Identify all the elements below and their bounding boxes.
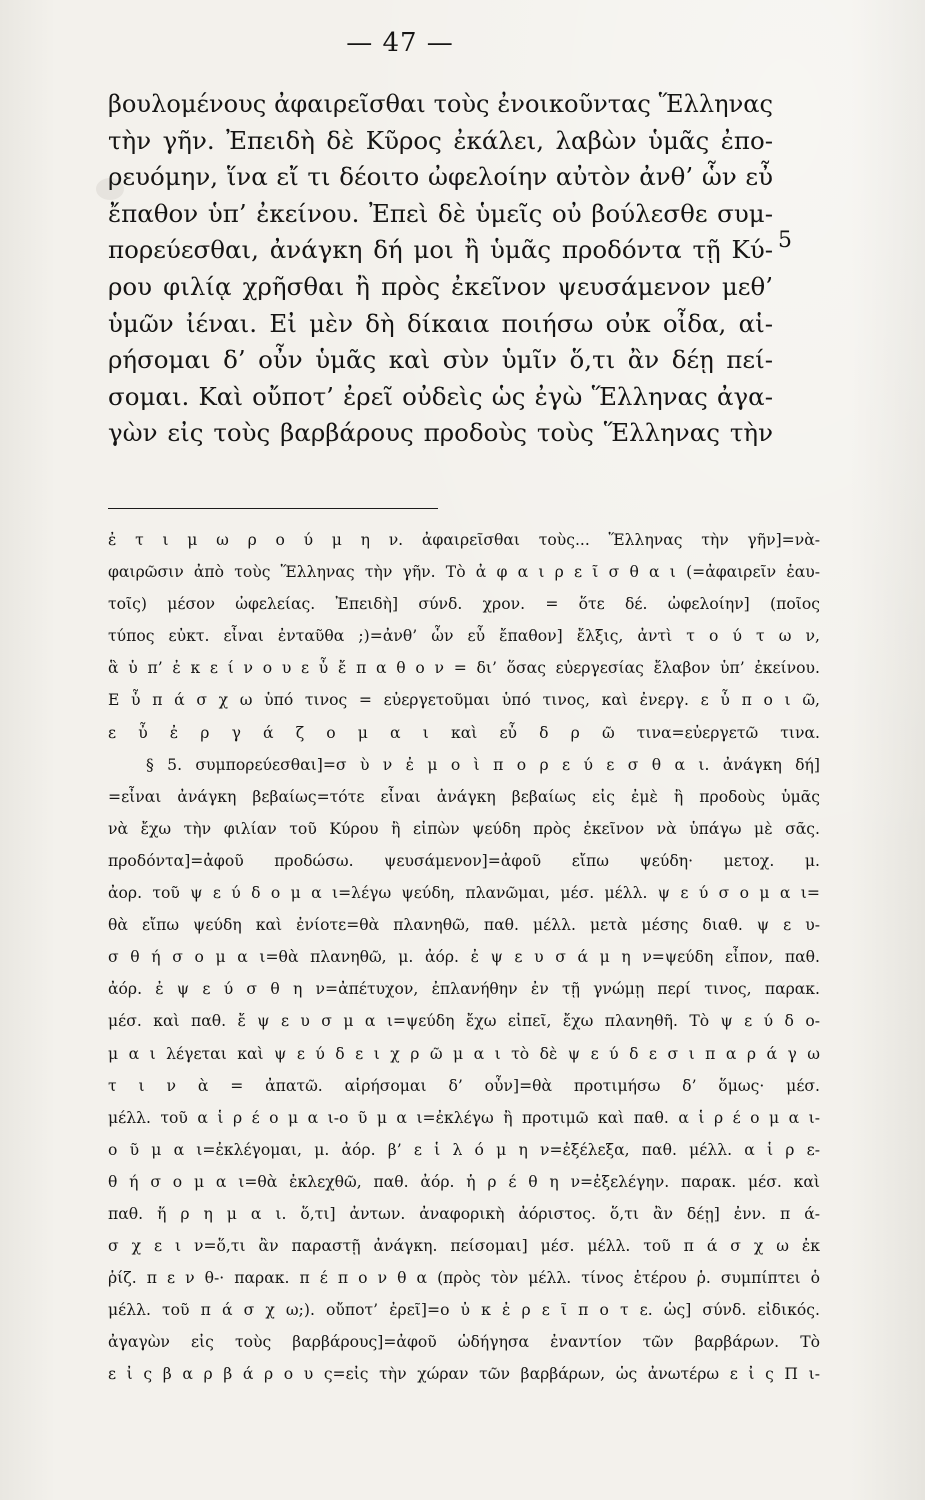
main-text-line: ρήσομαι δ’ οὖν ὑμᾶς καὶ σὺν ὑμῖν ὅ,τι ἂν δέῃ πεί- <box>108 345 773 375</box>
main-text-block <box>108 86 773 452</box>
main-text-line: γὼν εἰς τοὺς βαρβάρους προδοὺς τοὺς Ἕλληνας τὴν <box>108 418 773 448</box>
note-line: ἀγαγὼν εἰς τοὺς βαρβάρους]=ἀφοῦ ὡδήγησα ἐναντίον τῶν βαρβάρων. Τὸ <box>108 1333 820 1352</box>
main-text-line: τὴν γῆν. Ἐπειδὴ δὲ Κῦρος ἐκάλει, λαβὼν ὑμᾶς ἐπο- <box>108 125 773 155</box>
note-line: ο ῦ μ α ι=ἐκλέγομαι, μ. ἀόρ. β’ ε ἱ λ ό μ η ν=ἐξέλεξα, παθ. μέλλ. α ἱ ρ ε- <box>108 1140 820 1159</box>
note-line: ῥίζ. π ε ν θ-· παρακ. π έ π ο ν θ α (πρὸς τὸν μέλλ. τίνος ἑτέρου ῥ. συμπίπτει ὁ <box>108 1269 820 1288</box>
note-line: τοῖς) μέσον ὠφελείας. Ἐπειδὴ] σύνδ. χρον. = ὅτε δέ. ὠφελοίην] (ποῖος <box>108 595 820 614</box>
note-line: ε ὖ ἐ ρ γ ά ζ ο μ α ι καὶ εὖ δ ρ ῶ τινα=εὐεργετῶ τινα. <box>108 723 820 742</box>
page-number: — 47 — <box>346 28 454 58</box>
note-line: § 5. συμπορεύεσθαι]=σ ὺ ν ἐ μ ο ὶ π ο ρ ε ύ ε σ θ α ι. ἀνάγκη δή] <box>146 755 820 774</box>
note-line: θὰ εἴπω ψεύδη καὶ ἐνίοτε=θὰ πλανηθῶ, παθ. μέλλ. μετὰ μέσης διαθ. ψ ε υ- <box>108 916 820 935</box>
note-line: φαιρῶσιν ἀπὸ τοὺς Ἕλληνας τὴν γῆν. Τὸ ἀ φ α ι ρ ε ῖ σ θ α ι (=ἀφαιρεῖν ἑαυ- <box>108 563 820 582</box>
note-line: σ θ ή σ ο μ α ι=θὰ πλανηθῶ, μ. ἀόρ. ἐ ψ ε υ σ ά μ η ν=ψεύδη εἶπον, παθ. <box>108 948 820 967</box>
main-text-line: ἔπαθον ὑπ’ ἐκείνου. Ἐπεὶ δὲ ὑμεῖς οὐ βούλεσθε συμ- <box>108 198 773 228</box>
main-text-line: βουλομένους ἀφαιρεῖσθαι τοὺς ἐνοικοῦντας Ἕλληνας <box>108 90 773 118</box>
commentary-notes <box>108 524 820 1391</box>
note-line: μέσ. καὶ παθ. ἔ ψ ε υ σ μ α ι=ψεύδη ἔχω εἰπεῖ, ἔχω πλανηθῆ. Τὸ ψ ε ύ δ ο- <box>108 1012 820 1031</box>
note-line: ἐ τ ι μ ω ρ ο ύ μ η ν. ἀφαιρεῖσθαι τοὺς... Ἕλληνας τὴν γῆν]=νὰ- <box>108 531 820 549</box>
note-line: ἀόρ. ἐ ψ ε ύ σ θ η ν=ἀπέτυχον, ἐπλανήθην ἐν τῇ γνώμῃ περί τινος, παρακ. <box>108 980 820 999</box>
main-text-line: σομαι. Καὶ οὔποτ’ ἐρεῖ οὐδεὶς ὡς ἐγὼ Ἕλληνας ἀγα- <box>108 381 773 411</box>
note-line: μέλλ. τοῦ π ά σ χ ω;). οὔποτ’ ἐρεῖ]=ο ὐ κ ἐ ρ ε ῖ π ο τ ε. ὡς] σύνδ. εἰδικός. <box>108 1301 820 1320</box>
note-line: μ α ι λέγεται καὶ ψ ε ύ δ ε ι χ ρ ῶ μ α ι τὸ δὲ ψ ε ύ δ ε σ ι π α ρ ά γ ω <box>108 1044 820 1063</box>
main-text-line: πορεύεσθαι, ἀνάγκη δή μοι ἢ ὑμᾶς προδόντα τῇ Κύ- <box>108 235 773 265</box>
note-line: σ χ ε ι ν=ὅ,τι ἂν παραστῇ ἀνάγκη. πείσομαι] μέσ. μέλλ. τοῦ π ά σ χ ω ἐκ <box>108 1237 820 1256</box>
note-line: παθ. ἥ ρ η μ α ι. ὅ,τι] ἀντων. ἀναφορικὴ ἀόριστος. ὅ,τι ἂν δέῃ] ἐνν. π ά- <box>108 1204 820 1223</box>
note-line: =εἶναι ἀνάγκη βεβαίως=τότε εἶναι ἀνάγκη βεβαίως εἰς ἐμὲ ἢ προδοὺς ὑμᾶς <box>108 787 820 806</box>
note-line: ἀορ. τοῦ ψ ε ύ δ ο μ α ι=λέγω ψεύδη, πλανῶμαι, μέσ. μέλλ. ψ ε ύ σ ο μ α ι= <box>108 884 820 903</box>
note-line: ε ἰ ς β α ρ β ά ρ ο υ ς=εἰς τὴν χώραν τῶν βαρβάρων, ὡς ἀνωτέρω ε ἰ ς Π ι- <box>108 1365 820 1384</box>
note-line: ἃ ὑ π’ ἐ κ ε ί ν ο υ ε ὖ ἔ π α θ ο ν = δι’ ὅσας εὐεργεσίας ἔλαβον ὑπ’ ἐκείνου. <box>108 659 820 678</box>
note-line: νὰ ἔχω τὴν φιλίαν τοῦ Κύρου ἢ εἰπὼν ψεύδη πρὸς ἐκεῖνον νὰ ὑπάγω μὲ σᾶς. <box>108 819 820 838</box>
note-line: προδόντα]=ἀφοῦ προδώσω. ψευσάμενον]=ἀφοῦ εἴπω ψεύδη· μετοχ. μ. <box>108 851 820 870</box>
main-text-line: ρου φιλίᾳ χρῆσθαι ἢ πρὸς ἐκεῖνον ψευσάμενον μεθ’ <box>108 271 773 301</box>
note-line: τύπος εὐκτ. εἶναι ἐνταῦθα ;)=ἀνθ’ ὧν εὖ ἔπαθον] ἔλξις, ἀντὶ τ ο ύ τ ω ν, <box>108 627 820 646</box>
note-line: θ ή σ ο μ α ι=θὰ ἐκλεχθῶ, παθ. ἀόρ. ἡ ρ έ θ η ν=ἐξελέγην. παρακ. μέσ. καὶ <box>108 1172 820 1191</box>
note-line: μέλλ. τοῦ α ἱ ρ έ ο μ α ι-ο ῦ μ α ι=ἐκλέγω ἢ προτιμῶ καὶ παθ. α ἱ ρ έ ο μ α ι- <box>108 1108 820 1127</box>
main-text-line: ρευόμην, ἵνα εἴ τι δέοιτο ὠφελοίην αὐτὸν ἀνθ’ ὧν εὖ <box>108 162 773 192</box>
main-text-line: ὑμῶν ἰέναι. Εἰ μὲν δὴ δίκαια ποιήσω οὐκ οἶδα, αἱ- <box>108 308 773 338</box>
footnote-separator-rule <box>108 508 438 509</box>
line-number-marker: 5 <box>778 228 792 253</box>
note-line: Ε ὖ π ά σ χ ω ὑπό τινος = εὐεργετοῦμαι ὑπό τινος, καὶ ἐνεργ. ε ὖ π ο ι ῶ, <box>108 691 820 710</box>
note-line: τ ι ν ὰ = ἀπατῶ. αἱρήσομαι δ’ οὖν]=θὰ προτιμήσω δ’ ὅμως· μέσ. <box>108 1076 820 1095</box>
